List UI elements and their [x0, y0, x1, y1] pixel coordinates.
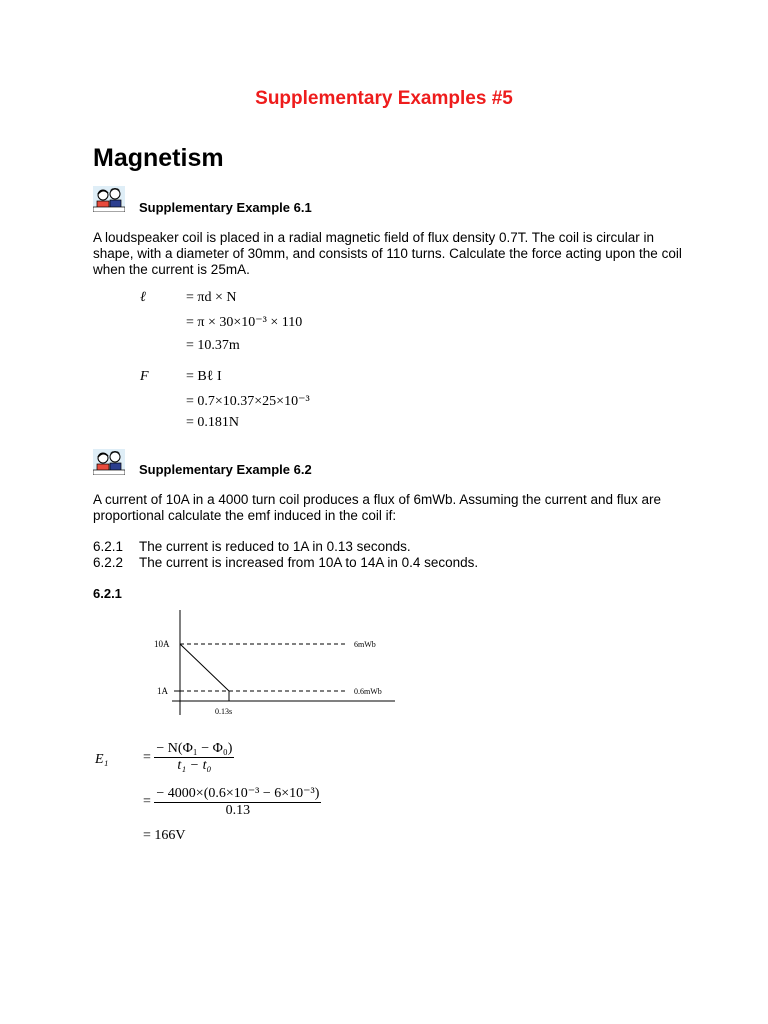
eq-e1-line2: = $\frac{\text{− 4000×(0.6×10⁻³ − 6×10⁻³)}}{0.13}$	[143, 786, 320, 818]
students-icon	[93, 449, 125, 475]
section-heading: Magnetism	[93, 144, 224, 172]
eq-l-line3: = 10.37m	[186, 338, 240, 353]
eq-f-lhs: F	[140, 369, 149, 384]
graph-label-1a: 1A	[157, 686, 168, 696]
eq-l-lhs: ℓ	[140, 290, 146, 305]
question-list	[93, 539, 478, 571]
eq-e1-denominator-2: 0.13	[225, 803, 251, 818]
eq-f-line3: = 0.181N	[186, 415, 240, 430]
list-item: 6.2.1 The current is reduced to 1A in 0.13 seconds.	[93, 539, 411, 554]
eq-e1-denominator: t₁ − t₀	[177, 758, 212, 773]
eq-l-line1: = πd × N	[186, 290, 237, 305]
graph-decay-line	[180, 644, 229, 691]
graph-label-time: 0.13s	[215, 707, 233, 716]
graph-label-06mwb: 0.6mWb	[354, 687, 382, 696]
eq-e1-result: = 166V	[143, 828, 186, 843]
graph-label-6mwb: 6mWb	[354, 640, 376, 649]
eq-e1-lhs: E₁	[95, 752, 109, 767]
example-6-1-text: A loudspeaker coil is placed in a radial magnetic field of flux density 0.7T. The coil is circular in shape, with a diameter of 30mm, and consists of 110 turns. Calculate the force acting upon the coil when the current is 25mA.	[93, 230, 682, 277]
eq-e1-numerator: − N(Φ₁ − Φ₀)	[156, 741, 233, 756]
list-item: 6.2.2 The current is increased from 10A to 14A in 0.4 seconds.	[93, 555, 479, 570]
eq-l-line2: = π × 30×10⁻³ × 110	[186, 315, 303, 330]
example-6-2-text: A current of 10A in a 4000 turn coil produces a flux of 6mWb. Assuming the current and flux are proportional calculate the emf induced in the coil if:	[93, 492, 662, 523]
page-title: Supplementary Examples #5	[255, 88, 513, 109]
example-6-2-title: Supplementary Example 6.2	[139, 462, 312, 477]
subheading-6-2-1: 6.2.1	[93, 586, 122, 601]
flux-graph	[150, 605, 400, 720]
students-icon	[93, 186, 125, 212]
eq-f-line2: = 0.7×10.37×25×10⁻³	[186, 394, 310, 409]
eq-e1-line1: = $\frac{\text{− N(Φ₁ − Φ₀)}}{\text{t₁ − t₀}}$	[143, 741, 233, 773]
eq-f-line1: = Bℓ I	[186, 369, 222, 384]
graph-label-10a: 10A	[154, 639, 170, 649]
eq-e1-numerator-2: − 4000×(0.6×10⁻³ − 6×10⁻³)	[156, 786, 320, 801]
example-6-1-title: Supplementary Example 6.1	[139, 200, 312, 215]
